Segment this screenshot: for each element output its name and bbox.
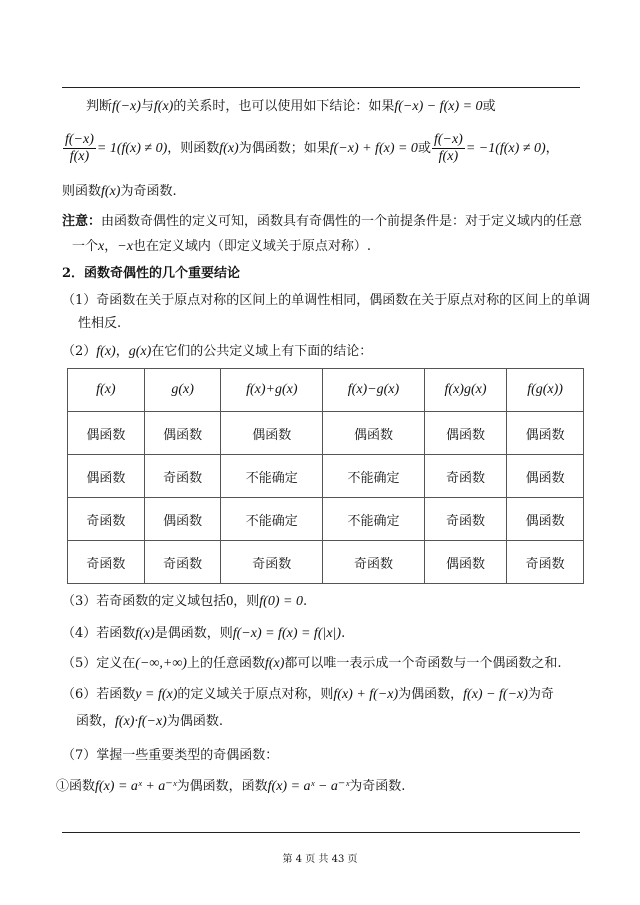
math: −x <box>117 239 133 254</box>
table-cell: 奇函数 <box>323 541 425 584</box>
math: f(x) = aˣ + a⁻ˣ <box>95 779 177 794</box>
table-row <box>68 541 584 584</box>
list-item <box>62 655 582 673</box>
table-cell: 奇函数 <box>68 498 145 541</box>
table-cell: 奇函数 <box>221 541 323 584</box>
fraction-numerator: f(−x) <box>433 132 463 147</box>
table-cell: 不能确定 <box>221 498 323 541</box>
note-label: 注意： <box>62 214 102 229</box>
math: f(−x) <box>112 99 141 114</box>
text: ，则函数 <box>167 141 220 156</box>
table-cell: 奇函数 <box>424 498 506 541</box>
math: f(0) = 0 <box>259 594 303 609</box>
math: f(x) <box>135 626 155 641</box>
text: 由函数奇偶性的定义可知，函数具有奇偶性的一个前提条件是：对于定义域内的任意 <box>101 214 583 229</box>
section-title: 2．函数奇偶性的几个重要结论 <box>62 266 241 281</box>
text: （2） <box>62 344 97 359</box>
text: . <box>341 626 346 641</box>
text: ， <box>545 141 559 156</box>
table-cell: 偶函数 <box>507 498 584 541</box>
text: 判断 <box>86 99 113 114</box>
list-item <box>62 625 582 643</box>
table-cell: 偶函数 <box>507 412 584 455</box>
table-cell: 偶函数 <box>507 455 584 498</box>
text: 一个 <box>72 239 99 254</box>
math: f(x) − f(−x) <box>463 687 528 702</box>
text: 是偶函数，则 <box>154 626 233 641</box>
math: f(x) <box>101 184 121 199</box>
text: 在它们的公共定义域上有下面的结论： <box>151 344 373 359</box>
math: f(x) <box>96 344 116 359</box>
table-cell: 不能确定 <box>323 455 425 498</box>
text: 或 <box>482 99 496 114</box>
text: 函数， <box>76 714 116 729</box>
table-header-cell: f(x) <box>68 369 145 412</box>
table-cell: 不能确定 <box>323 498 425 541</box>
text: ，则 <box>233 594 260 609</box>
page-number: 第 4 页 共 43 页 <box>282 854 358 865</box>
text: 或 <box>417 141 431 156</box>
list-item: （1）奇函数在关于原点对称的区间上的单调性相同，偶函数在关于原点对称的区间上的单调 <box>62 293 591 308</box>
math: x <box>98 239 105 254</box>
table-cell: 奇函数 <box>424 455 506 498</box>
paragraph-line <box>62 132 582 165</box>
table-cell: 偶函数 <box>221 412 323 455</box>
text: ， <box>104 239 118 254</box>
text: 为奇函数. <box>349 779 406 794</box>
table-header-cell: g(x) <box>144 369 221 412</box>
math: 0 <box>226 594 234 609</box>
table-cell: 偶函数 <box>68 455 145 498</box>
math: f(−x) + f(x) = 0 <box>329 141 418 156</box>
text: ， <box>115 344 129 359</box>
text: 为偶函数， <box>398 687 464 702</box>
text: ①函数 <box>56 779 96 794</box>
table-header-cell: f(x)g(x) <box>424 369 506 412</box>
math: = −1(f(x) ≠ 0) <box>465 141 546 156</box>
math: = 1(f(x) ≠ 0) <box>96 141 168 156</box>
math: f(x) <box>219 141 239 156</box>
table-cell: 偶函数 <box>424 541 506 584</box>
note-line <box>72 238 592 256</box>
fraction <box>63 132 96 165</box>
table-row <box>68 412 584 455</box>
fraction <box>432 132 465 165</box>
math: f(x)·f(−x) <box>115 714 167 729</box>
text: 为偶函数，函数 <box>176 779 268 794</box>
fraction-denominator: f(x) <box>438 149 459 164</box>
table-cell: 奇函数 <box>507 541 584 584</box>
table-cell: 偶函数 <box>144 498 221 541</box>
top-rule <box>62 87 580 88</box>
list-item <box>62 686 582 704</box>
list-item <box>76 713 596 731</box>
text: 的定义域关于原点对称，则 <box>177 687 334 702</box>
text: 也在定义域内（即定义域关于原点对称）. <box>132 239 372 254</box>
text: （6）若函数 <box>62 687 136 702</box>
list-item <box>62 343 582 361</box>
table-cell: 奇函数 <box>144 541 221 584</box>
math: (−∞,+∞) <box>135 656 187 671</box>
math: f(x) + f(−x) <box>333 687 399 702</box>
math: g(x) <box>128 344 152 359</box>
table-cell: 偶函数 <box>424 412 506 455</box>
text: 上的任意函数 <box>186 656 265 671</box>
table-cell: 奇函数 <box>68 541 145 584</box>
fraction-numerator: f(−x) <box>65 132 94 147</box>
math: f(x) <box>264 656 285 671</box>
math: f(−x) − f(x) = 0 <box>394 99 483 114</box>
table-row <box>68 498 584 541</box>
paragraph-line <box>62 183 582 201</box>
math: y = f(x) <box>135 687 178 702</box>
text: 为奇函数. <box>120 184 177 199</box>
bottom-rule <box>62 832 580 833</box>
text: （4）若函数 <box>62 626 136 641</box>
list-item: （7）掌握一些重要类型的奇偶函数： <box>62 748 279 763</box>
math: f(x) = aˣ − a⁻ˣ <box>267 779 350 794</box>
table-header-cell: f(x)+g(x) <box>221 369 323 412</box>
table-row <box>68 455 584 498</box>
text: 都可以唯一表示成一个奇函数与一个偶函数之和. <box>284 656 562 671</box>
text: 为偶函数. <box>166 714 223 729</box>
text: 的关系时，也可以使用如下结论：如果 <box>173 99 395 114</box>
table-cell: 奇函数 <box>144 455 221 498</box>
text: （5）定义在 <box>62 656 136 671</box>
paragraph-line <box>86 98 606 116</box>
text: . <box>302 594 308 609</box>
table-header-cell: f(x)−g(x) <box>323 369 425 412</box>
note-line <box>62 213 582 231</box>
text: 为偶函数；如果 <box>238 141 330 156</box>
parity-table <box>67 368 584 584</box>
list-item <box>56 778 576 796</box>
text: 为奇 <box>527 687 554 702</box>
table-header-row <box>68 369 584 412</box>
table-cell: 偶函数 <box>68 412 145 455</box>
text: 与 <box>140 99 154 114</box>
table-cell: 不能确定 <box>221 455 323 498</box>
fraction-denominator: f(x) <box>69 149 90 164</box>
list-item: 性相反. <box>78 316 122 331</box>
text: （3）若奇函数的定义域包括 <box>62 594 227 609</box>
text: 则函数 <box>62 184 102 199</box>
table-cell: 偶函数 <box>323 412 425 455</box>
math: f(−x) = f(x) = f(|x|) <box>232 626 342 641</box>
table-header-cell: f(g(x)) <box>507 369 584 412</box>
table-cell: 偶函数 <box>144 412 221 455</box>
math: f(x) <box>153 99 174 114</box>
list-item <box>62 593 582 611</box>
